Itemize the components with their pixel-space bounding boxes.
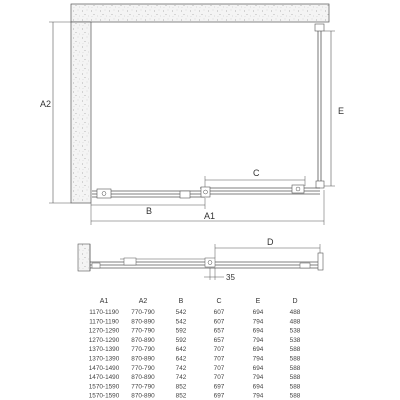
- table-header-c: C: [216, 298, 222, 305]
- table-cell: 694: [252, 309, 264, 316]
- table-cell: 742: [175, 364, 187, 372]
- front-detail-view: [78, 237, 323, 282]
- table-cell: 707: [213, 364, 225, 372]
- table-cell: 642: [175, 355, 187, 363]
- table-cell: 794: [252, 336, 264, 344]
- table-cell: 488: [289, 318, 301, 326]
- dimension-table: [89, 298, 301, 400]
- table-cell: 1470-1490: [88, 364, 120, 372]
- table-cell: 870-890: [131, 374, 155, 382]
- table-cell: 694: [252, 364, 264, 372]
- table-header-b: B: [178, 298, 184, 305]
- label-a2: A2: [40, 99, 52, 109]
- table-cell: 794: [252, 392, 264, 400]
- table-cell: 542: [175, 318, 187, 326]
- dimension-a2: [40, 22, 71, 203]
- table-cell: 657: [213, 327, 225, 335]
- table-cell: 588: [289, 374, 301, 382]
- table-cell: 770-790: [131, 383, 155, 391]
- table-cell: 707: [213, 355, 225, 363]
- label-e: E: [338, 106, 345, 116]
- table-cell: 770-790: [131, 327, 155, 335]
- table-cell: 707: [213, 346, 225, 354]
- table-cell: 607: [213, 318, 225, 326]
- table-cell: 697: [213, 392, 225, 400]
- table-header-d: D: [292, 298, 298, 305]
- side-glass-panel: [315, 24, 324, 188]
- table-cell: 1370-1390: [88, 346, 120, 354]
- wall-back: [71, 4, 329, 22]
- table-header-a1: A1: [99, 298, 109, 305]
- table-cell: 1570-1590: [88, 383, 120, 391]
- table-cell: 588: [289, 346, 301, 354]
- dimension-b: [91, 198, 205, 216]
- table-cell: 1470-1490: [88, 374, 120, 382]
- dimension-e: [324, 31, 344, 186]
- wall-left: [71, 22, 91, 203]
- table-cell: 542: [175, 309, 187, 316]
- table-cell: 1170-1190: [89, 309, 119, 316]
- table-cell: 1370-1390: [88, 355, 120, 363]
- table-header-e: E: [255, 298, 261, 305]
- table-cell: 1570-1590: [88, 392, 120, 400]
- table-cell: 870-890: [131, 336, 155, 344]
- dimension-c: [205, 168, 305, 187]
- table-cell: 538: [289, 336, 301, 344]
- table-cell: 770-790: [131, 364, 155, 372]
- table-cell: 852: [175, 383, 187, 391]
- table-cell: 870-890: [131, 355, 155, 363]
- table-cell: 488: [289, 309, 301, 316]
- table-cell: 742: [175, 374, 187, 382]
- table-cell: 870-890: [131, 392, 155, 400]
- table-cell: 607: [213, 309, 225, 316]
- table-cell: 592: [175, 327, 187, 335]
- table-cell: 588: [289, 355, 301, 363]
- table-cell: 1270-1290: [88, 327, 120, 335]
- label-a1: A1: [204, 211, 216, 221]
- table-cell: 588: [289, 364, 301, 372]
- table-cell: 588: [289, 392, 301, 400]
- table-cell: 694: [252, 346, 264, 354]
- table-cell: 870-890: [131, 318, 155, 326]
- table-cell: 794: [252, 318, 264, 326]
- label-gap-35: 35: [226, 273, 235, 282]
- label-c: C: [253, 168, 260, 178]
- table-cell: 794: [252, 374, 264, 382]
- table-cell: 588: [289, 383, 301, 391]
- label-d: D: [267, 237, 274, 247]
- table-cell: 538: [289, 327, 301, 335]
- front-sliding-doors: [92, 185, 320, 198]
- table-cell: 707: [213, 374, 225, 382]
- table-header-a2: A2: [138, 298, 148, 305]
- table-cell: 770-790: [131, 309, 155, 316]
- table-cell: 642: [175, 346, 187, 354]
- label-b: B: [146, 206, 153, 216]
- table-cell: 657: [213, 336, 225, 344]
- table-cell: 1270-1290: [88, 336, 120, 344]
- table-cell: 697: [213, 383, 225, 391]
- table-cell: 694: [252, 327, 264, 335]
- table-cell: 592: [175, 336, 187, 344]
- table-cell: 1170-1190: [89, 318, 119, 326]
- table-cell: 770-790: [131, 346, 155, 354]
- plan-view: [40, 4, 344, 225]
- table-cell: 694: [252, 383, 264, 391]
- table-cell: 794: [252, 355, 264, 363]
- table-cell: 852: [175, 392, 187, 400]
